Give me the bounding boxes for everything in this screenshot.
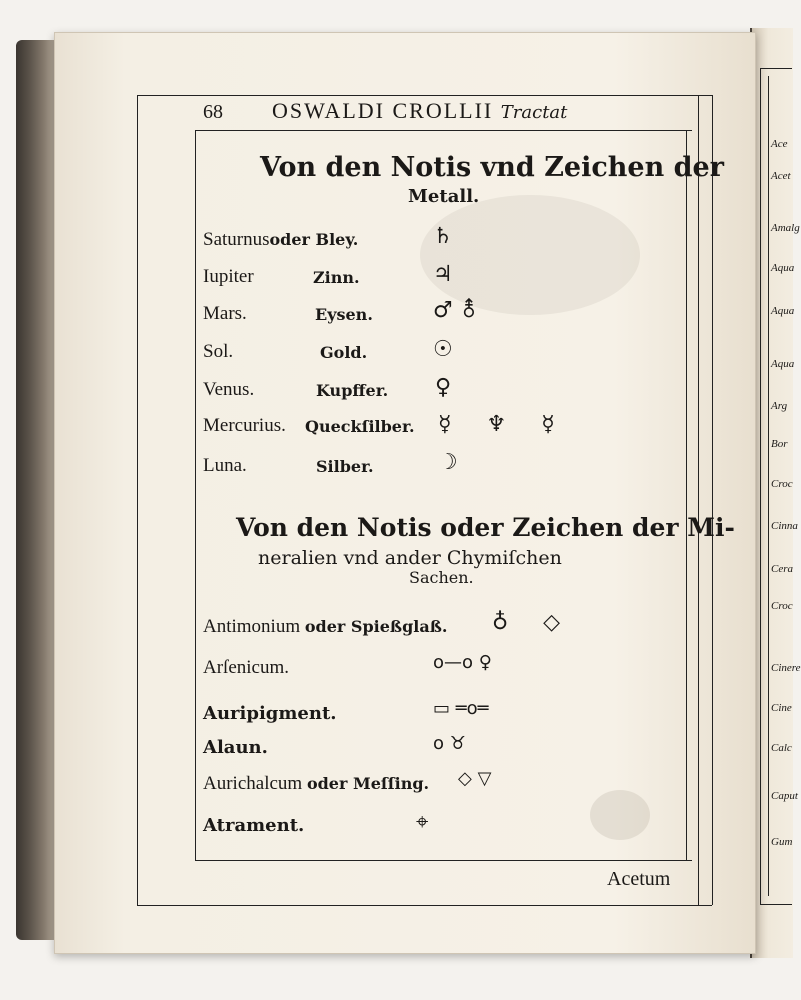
right-page-fragment: Aqua: [771, 305, 795, 317]
vitriol-symbol-icon: ⌖: [416, 810, 429, 835]
german-name: Eysen.: [315, 305, 373, 324]
running-head-author: OSWALDI CROLLII: [272, 98, 494, 123]
latin-name: Arſenicum.: [203, 657, 290, 678]
section1-title: Von den Notis vnd Zeichen der: [260, 152, 724, 183]
right-page-fragment: Aqua: [771, 358, 795, 370]
german-name: Gold.: [320, 343, 368, 362]
alum-symbol-icon: o ♉: [433, 733, 466, 754]
right-page-fragment: Cinere: [771, 662, 801, 674]
right-page-fragment: Ace: [771, 138, 788, 150]
table-row: [203, 773, 429, 795]
table-row: [203, 616, 447, 638]
right-page-fragment: Gum: [771, 836, 793, 848]
head-rule: [195, 130, 692, 131]
outer-frame-bottom-rule: [137, 905, 712, 906]
right-page-fragment: Calc: [771, 742, 792, 754]
catchword: Acetum: [607, 868, 671, 890]
foot-rule: [195, 860, 692, 861]
antimony-symbol-icon: ♁ ◇: [492, 610, 575, 635]
running-head: [272, 98, 567, 124]
right-page-fragment: Cera: [771, 563, 793, 575]
latin-name: Saturnus: [203, 229, 270, 250]
orpiment-symbol-icon: ▭ ═o═: [433, 698, 489, 719]
right-page-fragment: Aqua: [771, 262, 795, 274]
mercury-symbol-icon: ☿ ♆ ☿: [438, 412, 569, 437]
table-row: [203, 229, 358, 251]
section2-title: Von den Notis oder Zeichen der Mi-: [236, 513, 735, 542]
latin-name: Mars.: [203, 303, 247, 324]
right-page-fragment: Croc: [771, 600, 793, 612]
venus-symbol-icon: ♀: [435, 375, 452, 400]
section1-subtitle: Metall.: [408, 186, 480, 207]
table-row: [203, 341, 233, 363]
right-page-fragment: Caput: [771, 790, 798, 802]
book-edge: [16, 40, 56, 940]
right-page-fragment: Bor: [771, 438, 788, 450]
brass-symbol-icon: ◇ ▽: [458, 768, 492, 789]
right-page-fragment: Cine: [771, 702, 792, 714]
german-name: Zinn.: [313, 268, 360, 287]
section2-title-line2: neralien vnd ander Chymiſchen: [258, 547, 562, 569]
latin-name: Antimonium: [203, 616, 301, 637]
moon-symbol-icon: ☽: [438, 450, 458, 475]
right-page-fragment: Croc: [771, 478, 793, 490]
german-name: oder Meſſing.: [306, 774, 430, 793]
table-row: [203, 303, 247, 325]
latin-name: Sol.: [203, 341, 234, 362]
outer-frame-top-rule: [137, 95, 712, 96]
right-page-fragment: Arg: [771, 400, 788, 412]
german-name: Kupffer.: [316, 381, 389, 400]
running-head-tail: Tractat: [500, 102, 568, 123]
table-row: [203, 415, 286, 437]
page-number: 68: [203, 101, 223, 123]
german-name: Auripigment.: [203, 703, 337, 724]
german-name: Alaun.: [203, 737, 268, 758]
latin-name: Luna.: [203, 455, 247, 476]
latin-name: Mercurius.: [203, 415, 286, 436]
table-row: [203, 455, 247, 477]
german-name: oder Spießglaß.: [304, 617, 448, 636]
sol-symbol-icon: ☉: [433, 337, 453, 362]
german-name: oder Bley.: [269, 230, 359, 249]
table-row: [203, 657, 289, 679]
german-name: Queckſilber.: [305, 417, 415, 436]
saturn-symbol-icon: ♄: [433, 224, 453, 249]
outer-right-rule: [712, 95, 713, 905]
jupiter-symbol-icon: ♃: [433, 262, 453, 287]
right-page-fragment: Amalg: [771, 222, 800, 234]
right-page-fragment: Acet: [771, 170, 791, 182]
latin-name: Iupiter: [203, 266, 254, 287]
arsenic-symbol-icon: o—o ♀: [433, 652, 492, 673]
right-page-fragment: Cinna: [771, 520, 798, 532]
mars-symbol-icon: ♂ ⚨: [433, 298, 479, 323]
german-name: Silber.: [316, 457, 374, 476]
latin-name: Venus.: [203, 379, 255, 400]
table-row: [203, 266, 254, 288]
section2-title-line3: Sachen.: [409, 568, 474, 587]
table-row: [203, 379, 254, 401]
german-name: Atrament.: [203, 815, 305, 836]
latin-name: Aurichalcum: [203, 773, 303, 794]
